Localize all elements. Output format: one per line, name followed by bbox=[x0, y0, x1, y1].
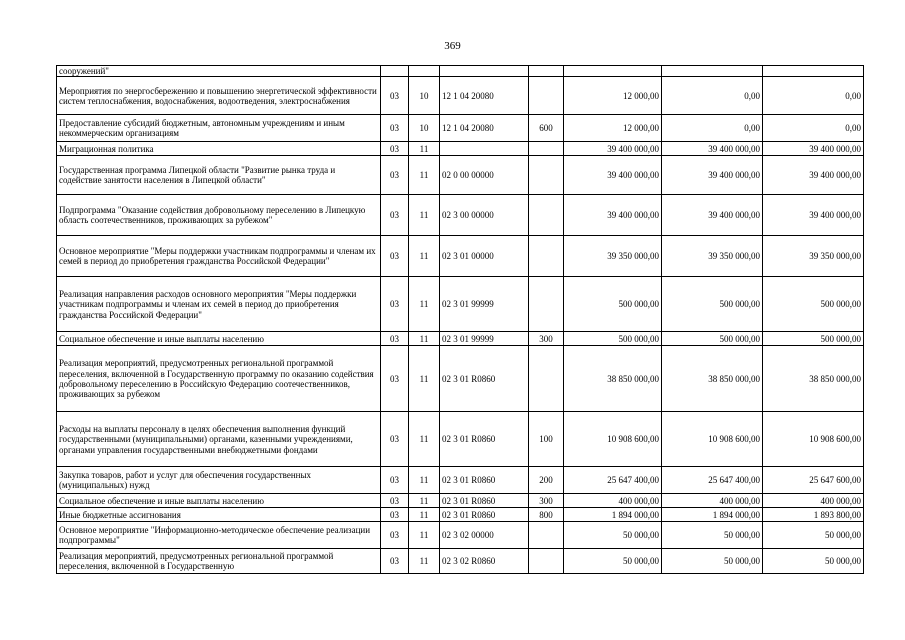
amount-year-3-cell: 400 000,00 bbox=[763, 494, 864, 508]
budget-table bbox=[56, 65, 864, 574]
expense-type-cell bbox=[529, 142, 564, 156]
ved-code-cell: 03 bbox=[381, 195, 409, 236]
amount-year-3-cell: 38 850 000,00 bbox=[763, 346, 864, 412]
ved-code-cell: 03 bbox=[381, 522, 409, 549]
item-name-cell: Расходы на выплаты персоналу в целях обеспечения выполнения функций государственными (муниципальными) органами, казенными учреждениями, органами управления государственными внебюджетными фондами bbox=[57, 412, 381, 467]
table-row bbox=[57, 77, 864, 115]
expense-type-cell bbox=[529, 77, 564, 115]
amount-year-3-cell: 39 400 000,00 bbox=[763, 156, 864, 195]
amount-year-1-cell: 1 894 000,00 bbox=[564, 508, 662, 522]
table-row bbox=[57, 142, 864, 156]
ved-code-cell: 03 bbox=[381, 508, 409, 522]
amount-year-2-cell: 38 850 000,00 bbox=[662, 346, 763, 412]
item-name-cell: Мероприятия по энергосбережению и повышению энергетической эффективности систем теплоснабжения, водоснабжения, водоотведения, электроснабжения bbox=[57, 77, 381, 115]
table-row bbox=[57, 236, 864, 277]
amount-year-1-cell: 12 000,00 bbox=[564, 77, 662, 115]
expense-type-cell bbox=[529, 156, 564, 195]
section-code-cell: 11 bbox=[409, 332, 440, 346]
item-name-cell: Реализация мероприятий, предусмотренных региональной программой переселения, включенной в Государственную bbox=[57, 549, 381, 574]
item-name-cell: Социальное обеспечение и иные выплаты населению bbox=[57, 332, 381, 346]
amount-year-2-cell: 0,00 bbox=[662, 77, 763, 115]
target-article-cell: 12 1 04 20080 bbox=[440, 77, 529, 115]
target-article-cell: 02 3 01 99999 bbox=[440, 332, 529, 346]
amount-year-3-cell: 500 000,00 bbox=[763, 277, 864, 332]
amount-year-1-cell: 39 400 000,00 bbox=[564, 156, 662, 195]
target-article-cell: 02 3 02 R0860 bbox=[440, 549, 529, 574]
item-name-cell: Подпрограмма "Оказание содействия добровольному переселению в Липецкую область соотечественников, проживающих за рубежом" bbox=[57, 195, 381, 236]
expense-type-cell: 800 bbox=[529, 508, 564, 522]
table-row bbox=[57, 156, 864, 195]
table-body bbox=[57, 66, 864, 574]
amount-year-2-cell: 25 647 400,00 bbox=[662, 467, 763, 494]
table-row bbox=[57, 467, 864, 494]
ved-code-cell: 03 bbox=[381, 115, 409, 142]
table-row bbox=[57, 115, 864, 142]
amount-year-1-cell: 50 000,00 bbox=[564, 522, 662, 549]
amount-year-2-cell: 39 350 000,00 bbox=[662, 236, 763, 277]
amount-year-2-cell: 50 000,00 bbox=[662, 522, 763, 549]
ved-code-cell: 03 bbox=[381, 549, 409, 574]
target-article-cell: 02 3 01 R0860 bbox=[440, 412, 529, 467]
target-article-cell: 02 3 01 R0860 bbox=[440, 346, 529, 412]
amount-year-3-cell: 50 000,00 bbox=[763, 522, 864, 549]
item-name-cell: Предоставление субсидий бюджетным, автономным учреждениям и иным некоммерческим организациям bbox=[57, 115, 381, 142]
section-code-cell: 11 bbox=[409, 156, 440, 195]
amount-year-1-cell: 50 000,00 bbox=[564, 549, 662, 574]
ved-code-cell bbox=[381, 66, 409, 77]
table-row bbox=[57, 66, 864, 77]
ved-code-cell: 03 bbox=[381, 142, 409, 156]
table-row bbox=[57, 412, 864, 467]
amount-year-3-cell: 0,00 bbox=[763, 115, 864, 142]
table-row bbox=[57, 549, 864, 574]
item-name-cell: Закупка товаров, работ и услуг для обеспечения государственных (муниципальных) нужд bbox=[57, 467, 381, 494]
ved-code-cell: 03 bbox=[381, 236, 409, 277]
item-name-cell: Иные бюджетные ассигнования bbox=[57, 508, 381, 522]
target-article-cell: 02 3 00 00000 bbox=[440, 195, 529, 236]
amount-year-2-cell: 10 908 600,00 bbox=[662, 412, 763, 467]
ved-code-cell: 03 bbox=[381, 277, 409, 332]
target-article-cell: 02 3 01 99999 bbox=[440, 277, 529, 332]
ved-code-cell: 03 bbox=[381, 332, 409, 346]
section-code-cell: 11 bbox=[409, 508, 440, 522]
amount-year-2-cell: 0,00 bbox=[662, 115, 763, 142]
section-code-cell bbox=[409, 66, 440, 77]
target-article-cell: 02 3 02 00000 bbox=[440, 522, 529, 549]
table-row bbox=[57, 522, 864, 549]
amount-year-3-cell: 1 893 800,00 bbox=[763, 508, 864, 522]
amount-year-3-cell: 25 647 600,00 bbox=[763, 467, 864, 494]
expense-type-cell bbox=[529, 195, 564, 236]
section-code-cell: 11 bbox=[409, 467, 440, 494]
expense-type-cell bbox=[529, 66, 564, 77]
amount-year-1-cell: 25 647 400,00 bbox=[564, 467, 662, 494]
target-article-cell bbox=[440, 142, 529, 156]
table-row bbox=[57, 494, 864, 508]
item-name-cell: Реализация направления расходов основного мероприятия "Меры поддержки участникам подпрограммы и членам их семей в период до приобретения гражданства Российской Федерации" bbox=[57, 277, 381, 332]
section-code-cell: 11 bbox=[409, 236, 440, 277]
ved-code-cell: 03 bbox=[381, 156, 409, 195]
expense-type-cell: 300 bbox=[529, 332, 564, 346]
table-row bbox=[57, 195, 864, 236]
section-code-cell: 11 bbox=[409, 346, 440, 412]
section-code-cell: 10 bbox=[409, 77, 440, 115]
amount-year-3-cell: 10 908 600,00 bbox=[763, 412, 864, 467]
amount-year-3-cell: 0,00 bbox=[763, 77, 864, 115]
section-code-cell: 11 bbox=[409, 412, 440, 467]
amount-year-1-cell: 500 000,00 bbox=[564, 277, 662, 332]
amount-year-2-cell: 39 400 000,00 bbox=[662, 156, 763, 195]
amount-year-1-cell: 400 000,00 bbox=[564, 494, 662, 508]
section-code-cell: 11 bbox=[409, 522, 440, 549]
expense-type-cell: 600 bbox=[529, 115, 564, 142]
table-row bbox=[57, 332, 864, 346]
target-article-cell: 02 3 01 R0860 bbox=[440, 494, 529, 508]
expense-type-cell bbox=[529, 549, 564, 574]
amount-year-1-cell: 39 350 000,00 bbox=[564, 236, 662, 277]
amount-year-1-cell: 10 908 600,00 bbox=[564, 412, 662, 467]
expense-type-cell bbox=[529, 522, 564, 549]
amount-year-2-cell: 39 400 000,00 bbox=[662, 195, 763, 236]
amount-year-3-cell: 500 000,00 bbox=[763, 332, 864, 346]
section-code-cell: 11 bbox=[409, 494, 440, 508]
target-article-cell: 02 3 01 R0860 bbox=[440, 508, 529, 522]
ved-code-cell: 03 bbox=[381, 467, 409, 494]
amount-year-2-cell: 400 000,00 bbox=[662, 494, 763, 508]
section-code-cell: 11 bbox=[409, 195, 440, 236]
item-name-cell: Социальное обеспечение и иные выплаты населению bbox=[57, 494, 381, 508]
table-row bbox=[57, 346, 864, 412]
amount-year-2-cell: 50 000,00 bbox=[662, 549, 763, 574]
amount-year-3-cell bbox=[763, 66, 864, 77]
item-name-cell: Государственная программа Липецкой области "Развитие рынка труда и содействие занятости населения в Липецкой области" bbox=[57, 156, 381, 195]
section-code-cell: 10 bbox=[409, 115, 440, 142]
amount-year-1-cell bbox=[564, 66, 662, 77]
ved-code-cell: 03 bbox=[381, 412, 409, 467]
target-article-cell: 02 3 01 R0860 bbox=[440, 467, 529, 494]
amount-year-1-cell: 12 000,00 bbox=[564, 115, 662, 142]
amount-year-2-cell: 500 000,00 bbox=[662, 332, 763, 346]
target-article-cell bbox=[440, 66, 529, 77]
expense-type-cell bbox=[529, 346, 564, 412]
ved-code-cell: 03 bbox=[381, 346, 409, 412]
amount-year-3-cell: 39 400 000,00 bbox=[763, 195, 864, 236]
amount-year-2-cell: 500 000,00 bbox=[662, 277, 763, 332]
item-name-cell: Основное мероприятие "Информационно-методическое обеспечение реализации подпрограммы" bbox=[57, 522, 381, 549]
table-row bbox=[57, 277, 864, 332]
expense-type-cell: 100 bbox=[529, 412, 564, 467]
amount-year-2-cell: 39 400 000,00 bbox=[662, 142, 763, 156]
item-name-cell: сооружений" bbox=[57, 66, 381, 77]
amount-year-2-cell bbox=[662, 66, 763, 77]
section-code-cell: 11 bbox=[409, 277, 440, 332]
amount-year-1-cell: 500 000,00 bbox=[564, 332, 662, 346]
amount-year-1-cell: 39 400 000,00 bbox=[564, 142, 662, 156]
amount-year-2-cell: 1 894 000,00 bbox=[662, 508, 763, 522]
page-number: 369 bbox=[444, 40, 461, 52]
expense-type-cell: 200 bbox=[529, 467, 564, 494]
amount-year-3-cell: 39 400 000,00 bbox=[763, 142, 864, 156]
item-name-cell: Миграционная политика bbox=[57, 142, 381, 156]
expense-type-cell bbox=[529, 277, 564, 332]
target-article-cell: 02 0 00 00000 bbox=[440, 156, 529, 195]
amount-year-3-cell: 50 000,00 bbox=[763, 549, 864, 574]
ved-code-cell: 03 bbox=[381, 77, 409, 115]
expense-type-cell: 300 bbox=[529, 494, 564, 508]
target-article-cell: 02 3 01 00000 bbox=[440, 236, 529, 277]
amount-year-1-cell: 38 850 000,00 bbox=[564, 346, 662, 412]
amount-year-1-cell: 39 400 000,00 bbox=[564, 195, 662, 236]
expense-type-cell bbox=[529, 236, 564, 277]
ved-code-cell: 03 bbox=[381, 494, 409, 508]
table-row bbox=[57, 508, 864, 522]
section-code-cell: 11 bbox=[409, 142, 440, 156]
section-code-cell: 11 bbox=[409, 549, 440, 574]
amount-year-3-cell: 39 350 000,00 bbox=[763, 236, 864, 277]
target-article-cell: 12 1 04 20080 bbox=[440, 115, 529, 142]
item-name-cell: Реализация мероприятий, предусмотренных региональной программой переселения, включенной в Государственную программу по оказанию содействия добровольному переселению в Российскую Федерацию соотечественников, проживающих за рубежом bbox=[57, 346, 381, 412]
item-name-cell: Основное мероприятие "Меры поддержки участникам подпрограммы и членам их семей в период до приобретения гражданства Российской Федерации" bbox=[57, 236, 381, 277]
